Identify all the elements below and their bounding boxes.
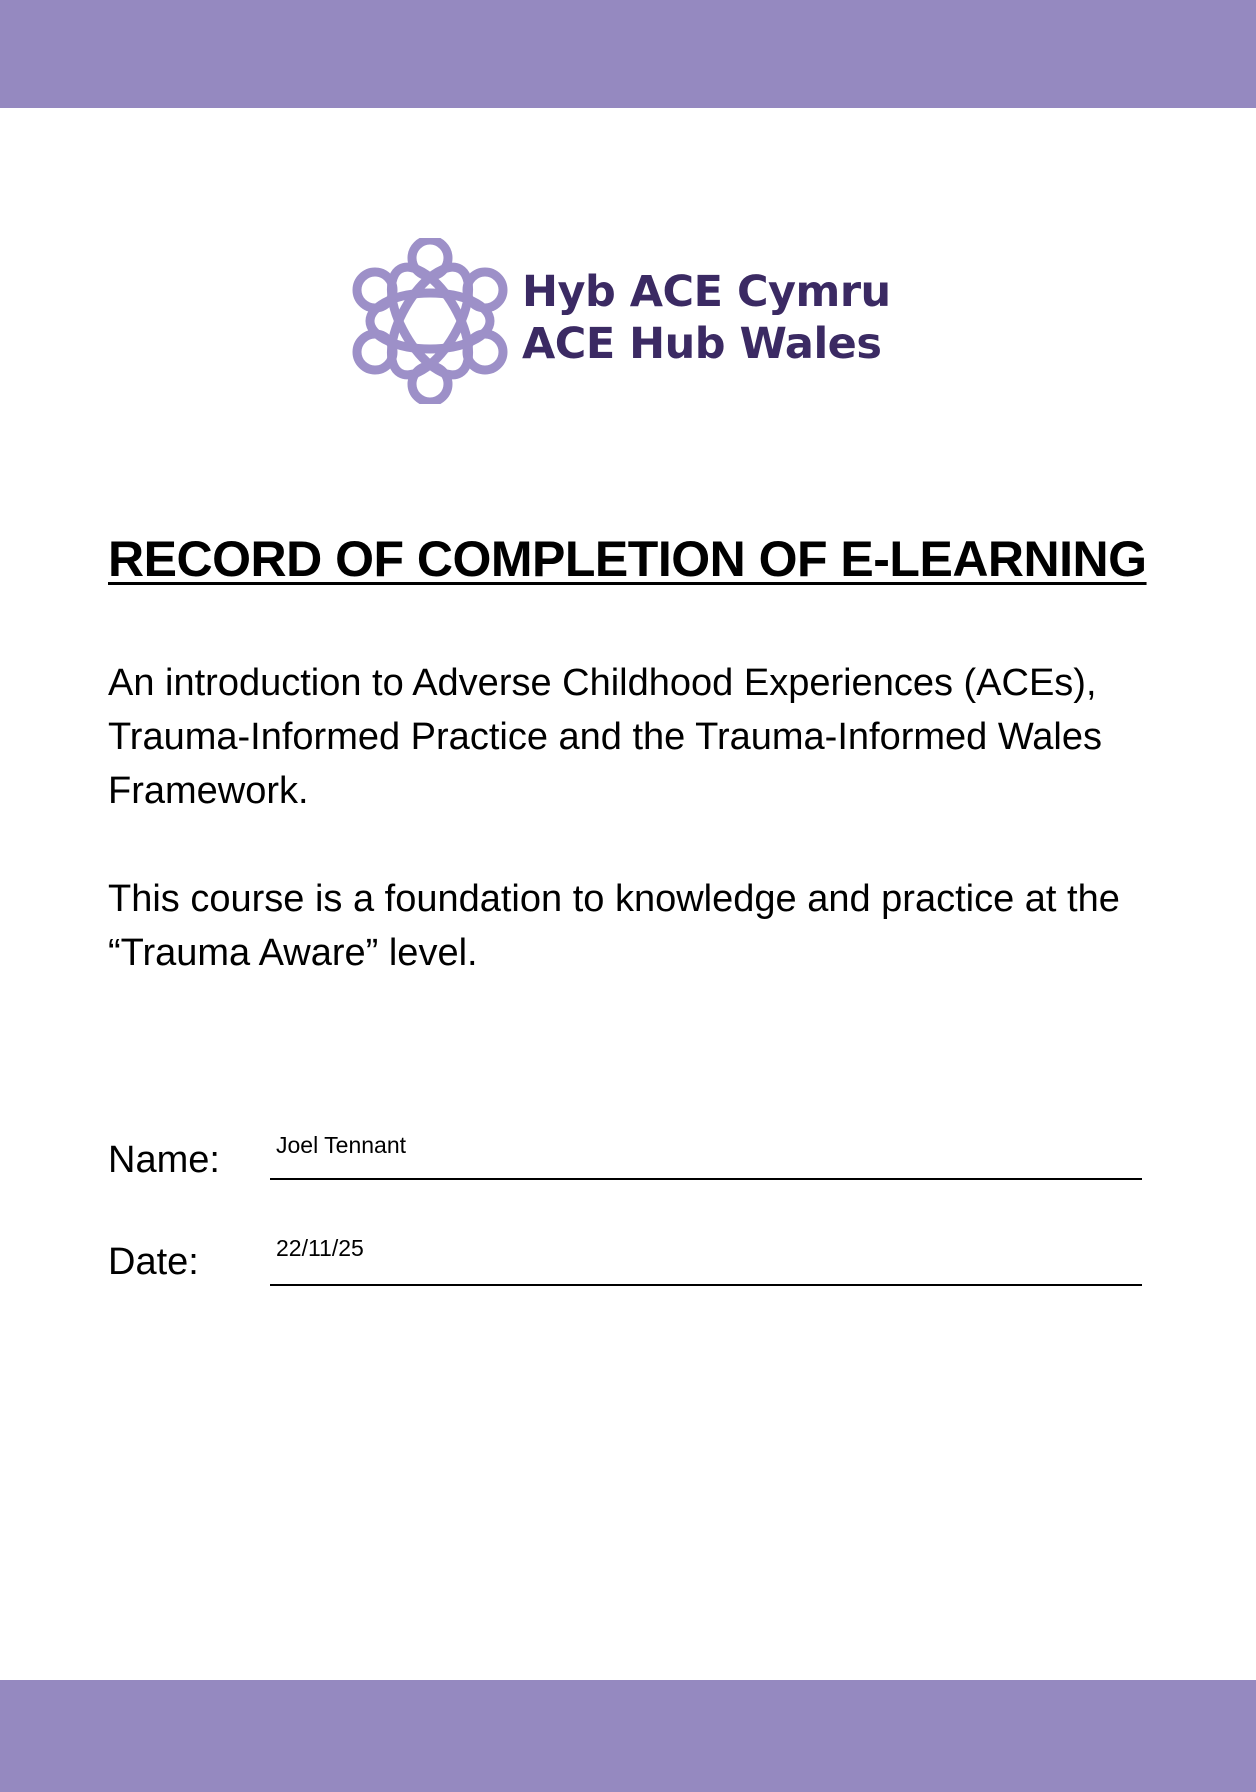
name-underline (270, 1178, 1142, 1180)
certificate-heading (108, 528, 1158, 590)
name-label: Name: (108, 1139, 220, 1181)
course-description: An introduction to Adverse Childhood Experiences (ACEs), Trauma-Informed Practice and the Trauma-Informed Wales Framework. (108, 662, 1103, 812)
certificate-heading-text: RECORD OF COMPLETION OF E-LEARNING (108, 531, 1147, 587)
celtic-knot-icon (350, 238, 510, 404)
name-value: Joel Tennant (276, 1132, 407, 1158)
logo-name-english: ACE Hub Wales (522, 319, 882, 369)
course-level-note: This course is a foundation to knowledge and practice at the “Trauma Aware” level. (108, 878, 1120, 974)
logo-wordmark (522, 266, 891, 370)
logo-name-welsh: Hyb ACE Cymru (522, 267, 891, 317)
date-label: Date: (108, 1241, 199, 1283)
ace-hub-wales-logo (350, 238, 910, 408)
bottom-footer-band (0, 1680, 1256, 1792)
date-underline (270, 1284, 1142, 1286)
date-value: 22/11/25 (276, 1235, 364, 1261)
top-header-band (0, 0, 1256, 108)
